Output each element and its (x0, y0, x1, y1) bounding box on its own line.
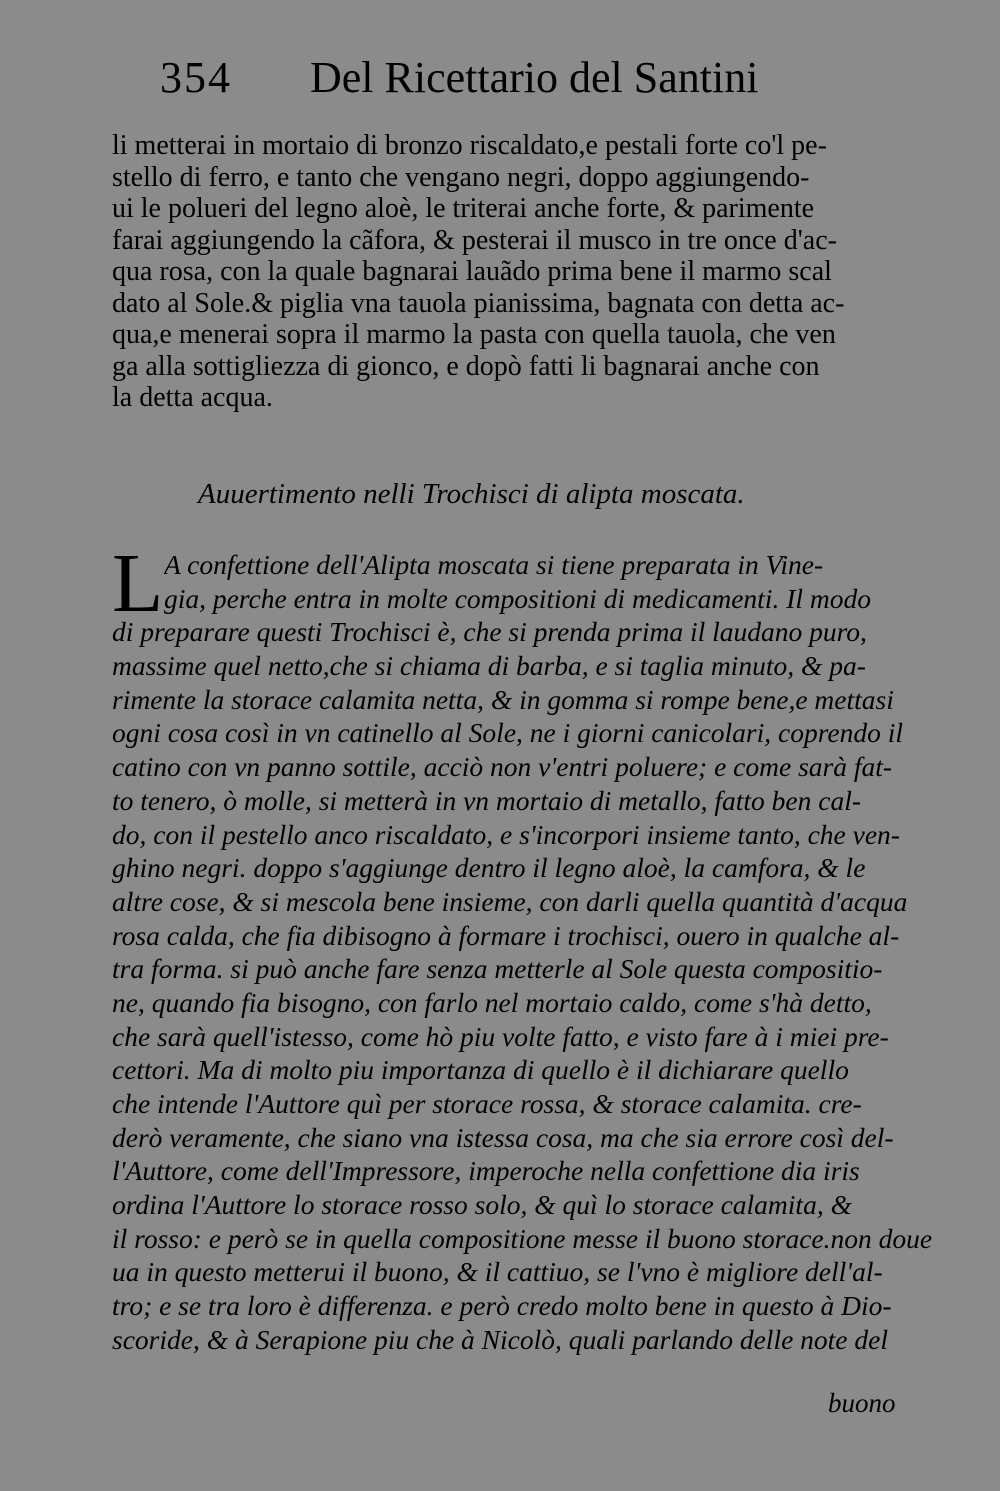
text-line: derò veramente, che siano vna istessa cosa, ma che sia errore così del- (112, 1121, 894, 1153)
text-line: l'Auttore, come dell'Impressore, imperoche nella confettione dia iris (112, 1155, 860, 1187)
text-line: la detta acqua. (112, 382, 273, 413)
text-line: tra forma. si può anche fare senza metterle al Sole questa compositio- (112, 953, 883, 985)
text-line: cettori. Ma di molto piu importanza di quello è il dichiarare quello (112, 1054, 849, 1086)
page-number: 354 (160, 53, 232, 102)
text-line: massime quel netto,che si chiama di barba, e si taglia minuto, & pa- (112, 650, 866, 682)
text-line: che intende l'Auttore quì per storace rossa, & storace calamita. cre- (112, 1088, 862, 1119)
text-line: rimente la storace calamita netta, & in gomma si rompe bene,e mettasi (112, 683, 894, 715)
running-title: Del Ricettario del Santini (310, 53, 759, 102)
drop-cap: L (112, 537, 164, 630)
text-line: ordina l'Auttore lo storace rosso solo, & quì lo storace calamita, & (112, 1189, 852, 1221)
text-line: qua,e menerai sopra il marmo la pasta con quella tauola, che ven (112, 319, 836, 350)
text-line: to tenero, ò molle, si metterà in vn mortaio di metallo, fatto ben cal- (112, 784, 862, 816)
text-line: di preparare questi Trochisci è, che si prenda prima il laudano puro, (112, 616, 867, 648)
page-header (160, 52, 780, 112)
catchword: buono (828, 1388, 896, 1418)
section-heading: Auuertimento nelli Trochisci di alipta moscata. (198, 478, 745, 510)
commentary-text (112, 537, 942, 1357)
text-line: farai aggiungendo la cãfora, & pesterai il musco in tre once d'ac- (112, 224, 837, 256)
text-line: ne, quando fia bisogno, con farlo nel mortaio caldo, come s'hà detto, (112, 986, 872, 1018)
text-line: ga alla sottigliezza di gionco, e dopò fatti li bagnarai anche con (112, 350, 820, 382)
text-line: gia, perche entra in molte compositioni di medicamenti. Il modo (164, 582, 871, 614)
text-line: ogni cosa così in vn catinello al Sole, ne i giorni canicolari, coprendo il (112, 717, 904, 749)
text-line: dato al Sole.& piglia vna tauola pianissima, bagnata con detta ac- (112, 287, 845, 319)
text-line: stello di ferro, e tanto che vengano negri, doppo aggiungendo- (112, 161, 810, 193)
text-line: do, con il pestello anco riscaldato, e s'incorpori insieme tanto, che ven- (112, 818, 900, 850)
text-line: ua in questo metterui il buono, & il cattiuo, se l'vno è migliore dell'al- (112, 1256, 883, 1288)
text-line: altre cose, & si mescola bene insieme, con darli quella quantità d'acqua (112, 885, 908, 917)
text-line: ui le polueri del legno aloè, le triterai anche forte, & parimente (112, 193, 815, 224)
text-line: rosa calda, che fia dibisogno à formare i trochisci, ouero in qualche al- (112, 919, 900, 951)
text-line: li metterai in mortaio di bronzo riscaldato,e pestali forte co'l pe- (112, 130, 827, 161)
text-line: catino con vn panno sottile, acciò non v'entri poluere; e come sarà fat- (112, 751, 893, 783)
text-line: tro; e se tra loro è differenza. e però credo molto bene in questo à Dio- (112, 1290, 892, 1322)
text-line: ghino negri. doppo s'aggiunge dentro il legno aloè, la camfora, & le (112, 852, 866, 884)
text-line: il rosso: e però se in quella compositione messe il buono storace.non doue (112, 1222, 933, 1254)
text-line: che sarà quell'istesso, come hò piu volte fatto, e visto fare à i miei pre- (112, 1020, 889, 1052)
text-line: scoride, & à Serapione piu che à Nicolò, quali parlando delle note del (112, 1323, 888, 1355)
recipe-text (112, 130, 942, 414)
text-line: qua rosa, con la quale bagnarai lauãdo prima bene il marmo scal (112, 256, 832, 287)
text-line: A confettione dell'Alipta moscata si tiene preparata in Vine- (164, 549, 824, 580)
